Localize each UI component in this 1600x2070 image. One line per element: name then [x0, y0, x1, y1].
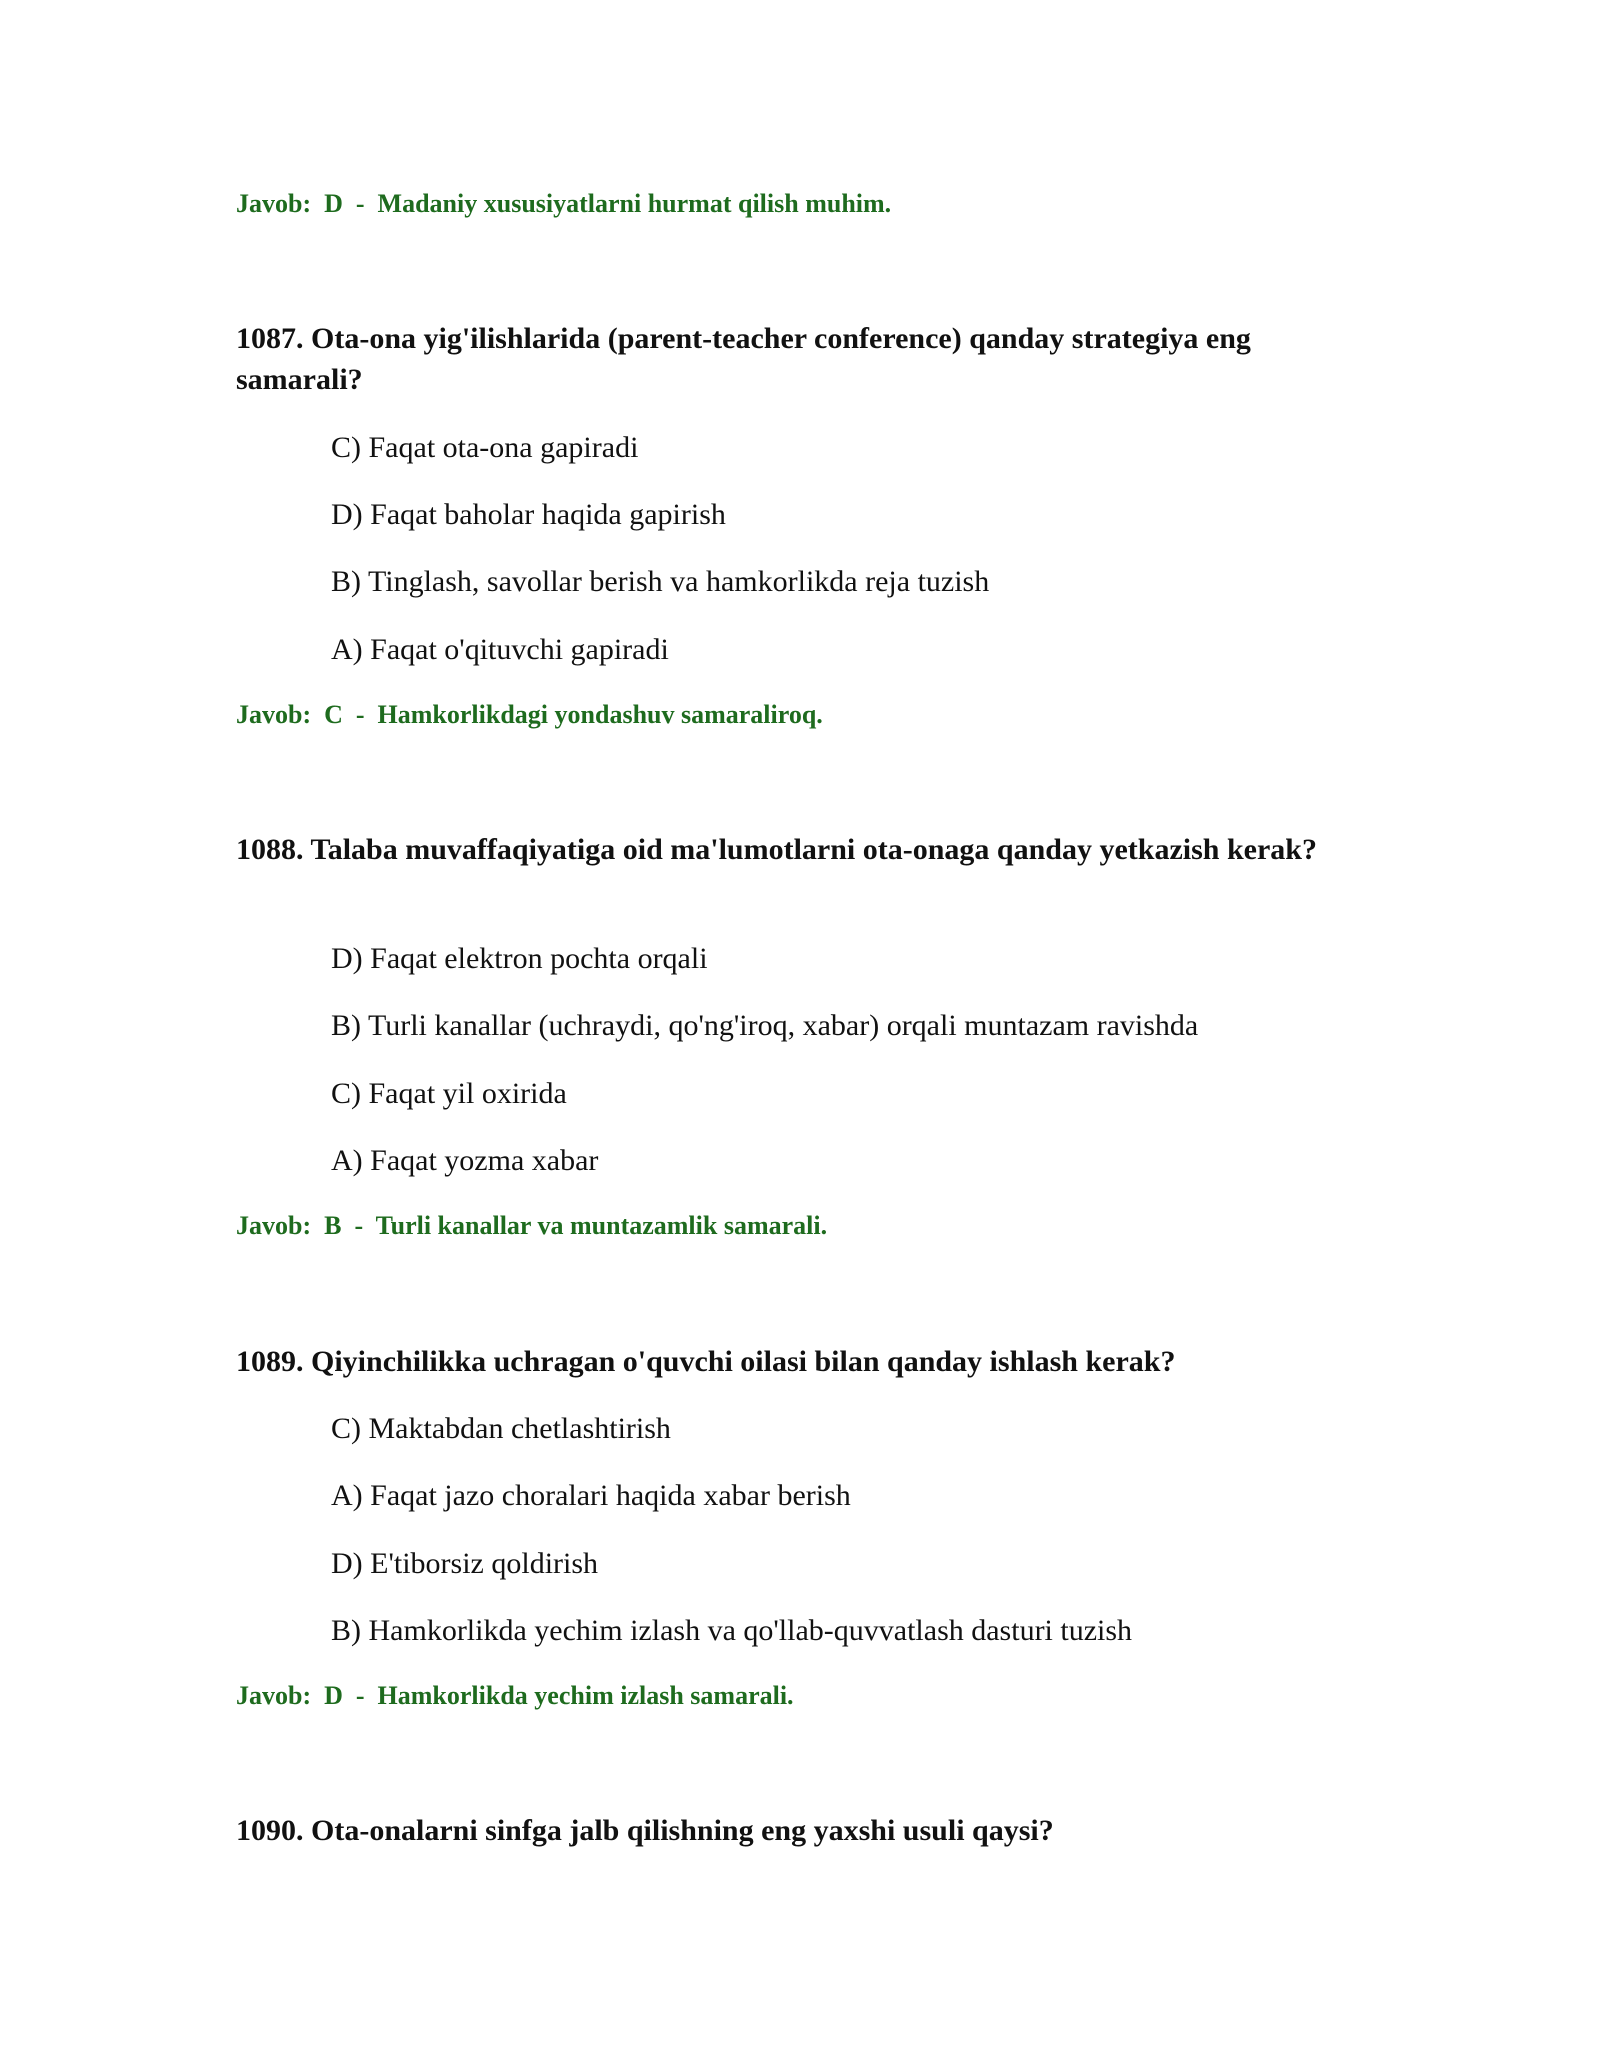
option-1088-b: B) Turli kanallar (uchraydi, qo'ng'iroq, xabar) orqali muntazam ravishda — [331, 1009, 1199, 1042]
option-1087-b: B) Tinglash, savollar berish va hamkorlikda reja tuzish — [331, 565, 990, 598]
option-1089-c: C) Maktabdan chetlashtirish — [331, 1412, 671, 1445]
option-1089-b: B) Hamkorlikda yechim izlash va qo'llab-quvvatlash dasturi tuzish — [331, 1614, 1133, 1647]
option-1089-a: A) Faqat jazo choralari haqida xabar berish — [331, 1479, 851, 1512]
question-1088: 1088. Talaba muvaffaqiyatiga oid ma'lumotlarni ota-onaga qanday yetkazish kerak? — [236, 833, 1317, 866]
answer-1087: Javob: C - Hamkorlikdagi yondashuv samaraliroq. — [236, 700, 823, 729]
answer-1089: Javob: D - Hamkorlikda yechim izlash samarali. — [236, 1681, 794, 1710]
option-1087-c: C) Faqat ota-ona gapiradi — [331, 431, 639, 464]
option-1088-c: C) Faqat yil oxirida — [331, 1077, 567, 1110]
question-1087: 1087. Ota-ona yig'ilishlarida (parent-teacher conference) qanday strategiya eng samarali? — [236, 322, 1251, 396]
option-1088-a: A) Faqat yozma xabar — [331, 1144, 599, 1177]
option-1087-a: A) Faqat o'qituvchi gapiradi — [331, 633, 669, 666]
option-1089-d: D) E'tiborsiz qoldirish — [331, 1547, 599, 1580]
question-1090: 1090. Ota-onalarni sinfga jalb qilishning eng yaxshi usuli qaysi? — [236, 1814, 1054, 1847]
option-1087-d: D) Faqat baholar haqida gapirish — [331, 498, 726, 531]
answer-1088: Javob: B - Turli kanallar va muntazamlik samarali. — [236, 1211, 828, 1240]
answer-1086: Javob: D - Madaniy xususiyatlarni hurmat qilish muhim. — [236, 189, 892, 218]
option-1088-d: D) Faqat elektron pochta orqali — [331, 942, 708, 975]
question-1089: 1089. Qiyinchilikka uchragan o'quvchi oilasi bilan qanday ishlash kerak? — [236, 1345, 1176, 1378]
